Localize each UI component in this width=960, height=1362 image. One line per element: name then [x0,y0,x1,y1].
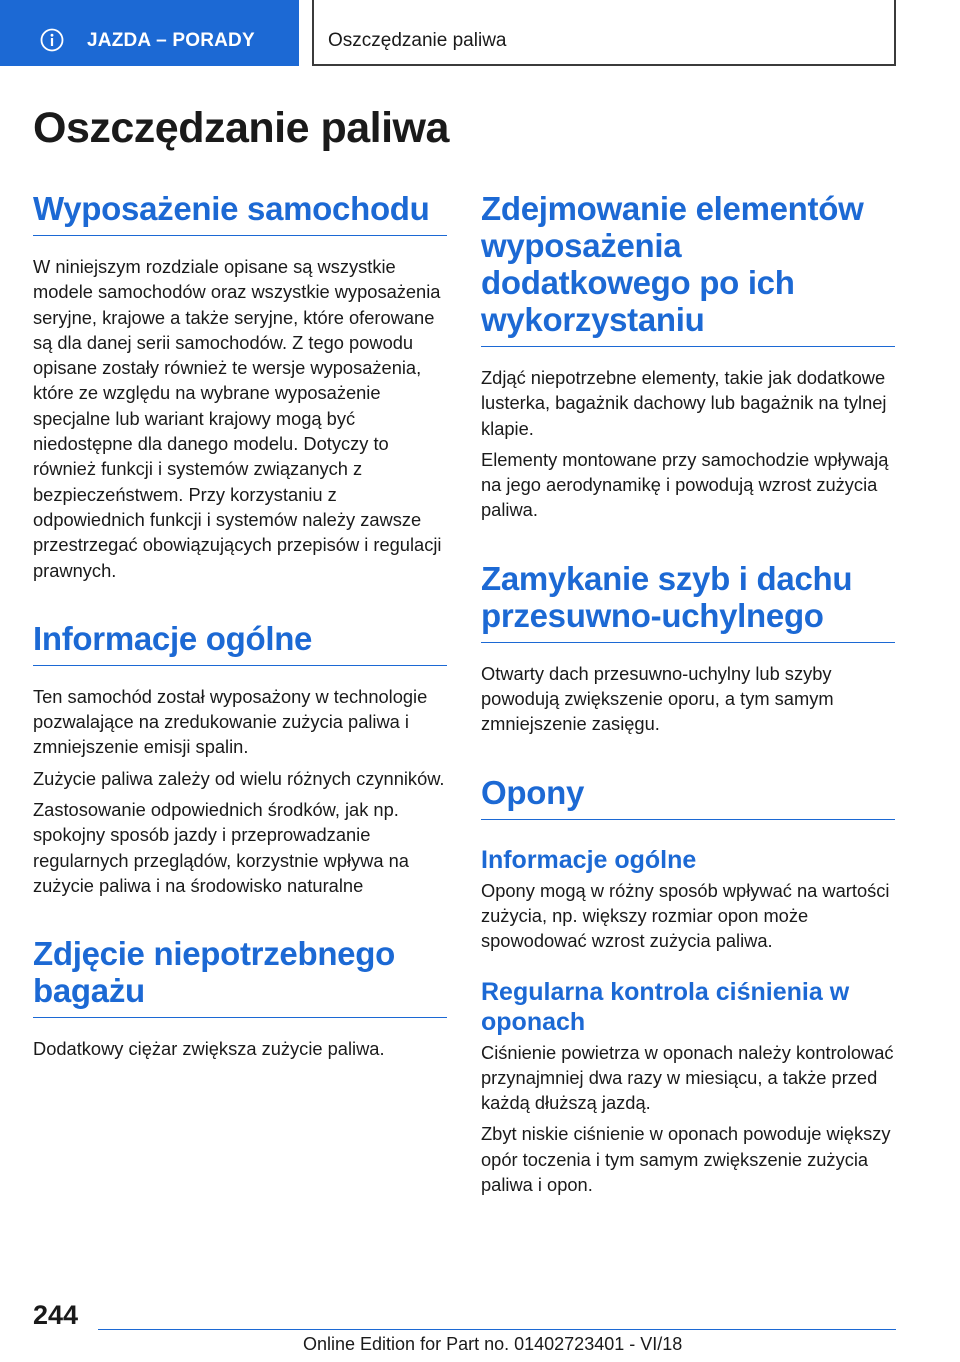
edition-note: Online Edition for Part no. 01402723401 - VI/18 [303,1334,683,1354]
paragraph: Elementy montowane przy samochodzie wpływają na jego aerodynamikę i powodują wzrost zużycia paliwa. [481,448,889,521]
paragraph: Zdjąć niepotrzebne elementy, takie jak dodatkowe lusterka, bagażnik dachowy lub bagażnik na tylnej klapie. [481,367,887,439]
paragraph: Ten samochód został wyposażony w technologie pozwalające na zredukowanie zużycia paliwa i zmniejszenie emisji spalin. [33,685,428,758]
subheading-tyre-pressure: Regularna kontrola ciśnienia w oponach [481,977,850,1036]
header-title-box [312,0,896,66]
paragraph: Opony mogą w różny sposób wpływać na wartości zużycia, np. większy rozmiar opon może spowodować wzrost zużycia paliwa. [481,879,890,952]
header-page-title: Oszczędzanie paliwa [328,30,507,51]
section-heading-general-info: Informacje ogólne [33,620,447,666]
right-column [481,190,895,1197]
section-heading-tyres: Opony [481,774,895,820]
section-tab[interactable] [0,0,299,66]
page-title: Oszczędzanie paliwa [33,104,449,152]
info-icon [40,28,64,52]
page-number: 244 [33,1300,79,1330]
subheading-general-info: Informacje ogólne [481,845,697,874]
section-heading-equipment: Wyposażenie samochodu [33,190,447,236]
paragraph: Zastosowanie odpowiednich środków, jak np. spokojny sposób jazdy i przeprowadzanie regularnych przeglądów, korzystnie wpływa na zużycie paliwa i na środowisko naturalne [33,799,409,896]
section-heading-accessories: Zdejmowanie elementów wyposażenia dodatkowego po ich wykorzystaniu [481,190,895,347]
page-header [0,0,960,66]
paragraph: Ciśnienie powietrza w oponach należy kontrolować przynajmniej dwa razy w miesiącu, a także przed każdą dłuższą jazdą. [481,1041,894,1114]
paragraph: Zbyt niskie ciśnienie w oponach powoduje większy opór toczenia i tym samym zwiększenie zużycia paliwa i opon. [481,1123,891,1196]
header-section-label: JAZDA – PORADY [87,30,255,51]
paragraph: Dodatkowy ciężar zwiększa zużycie paliwa. [33,1038,385,1060]
left-column [33,190,447,1062]
section-heading-windows-roof: Zamykanie szyb i dachu przesuwno-uchylnego [481,560,895,643]
section-heading-luggage: Zdjęcie niepotrzebnego bagażu [33,935,447,1018]
paragraph: Zużycie paliwa zależy od wielu różnych czynników. [33,767,445,789]
footer-divider [98,1329,896,1330]
paragraph: Otwarty dach przesuwno-uchylny lub szyby powodują zwiększenie oporu, a tym samym zmniejszenie zasięgu. [481,662,834,735]
paragraph: W niniejszym rozdziale opisane są wszystkie modele samochodów oraz wszystkie wyposażenia seryjne, krajowe a także seryjne, które oferowane są dla danej serii samochodów. Z tego powodu opisane zostały również te wersje wyposażenia, które ze względu na wybrane wyposażenie specjalne lub wariant krajowy mogą być niedostępne dla danego modelu. Dotyczy to również funkcji i systemów związanych z bezpieczeństwem. Przy korzystaniu z odpowiednich funkcji i systemów należy zawsze przestrzegać obowiązujących przepisów i regulacji prawnych. [33,256,442,581]
